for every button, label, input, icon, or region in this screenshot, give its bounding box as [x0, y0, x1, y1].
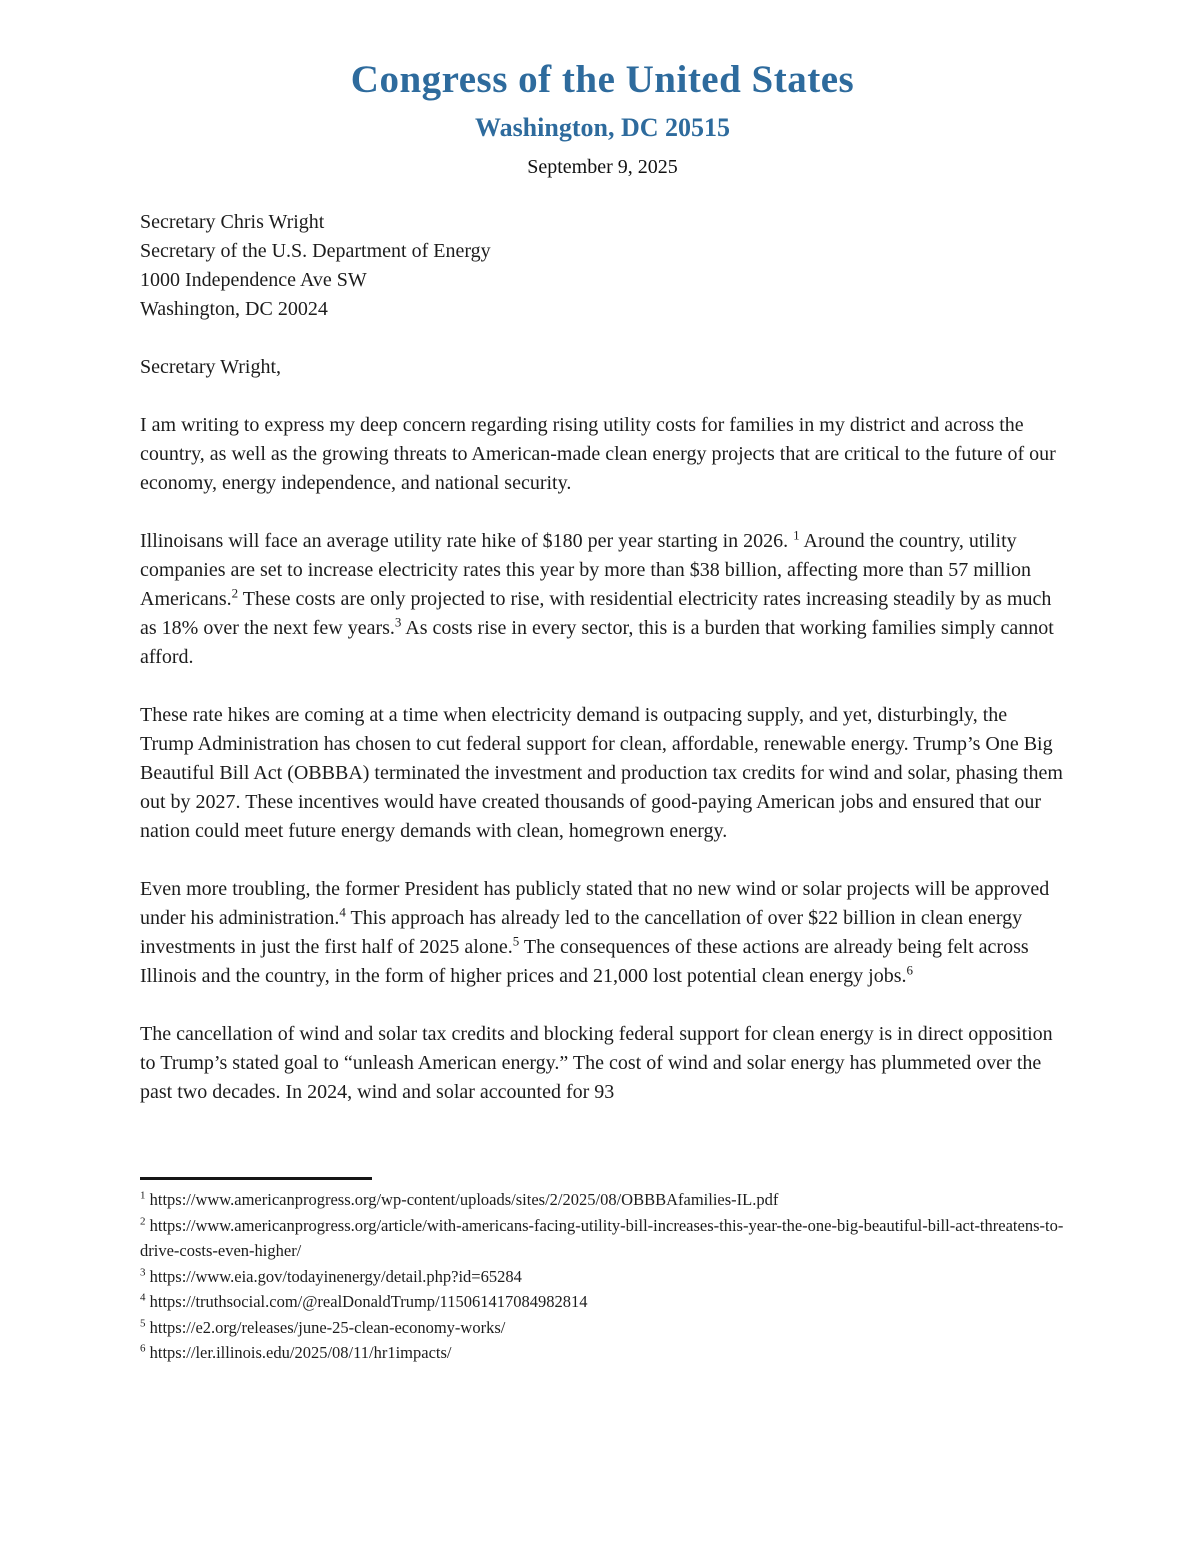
- footnote-number: 5: [140, 1317, 146, 1329]
- body-paragraph: The cancellation of wind and solar tax credits and blocking federal support for clean energy is in direct opposition to Trump’s stated goal to “unleash American energy.” The cost of wind and solar energy has plummeted over the past two decades. In 2024, wind and solar accounted for 93: [140, 1023, 1053, 1103]
- recipient-line: Secretary of the U.S. Department of Energy: [140, 240, 491, 262]
- footnote-url: https://www.americanprogress.org/wp-content/uploads/sites/2/2025/08/OBBBAfamilies-IL.pdf: [145, 1190, 779, 1209]
- body-paragraph: These rate hikes are coming at a time when electricity demand is outpacing supply, and yet, disturbingly, the Trump Administration has chosen to cut federal support for clean, affordable, renewable energy. Trump’s One Big Beautiful Bill Act (OBBBA) terminated the investment and production tax credits for wind and solar, phasing them out by 2027. These incentives would have created thousands of good-paying American jobs and ensured that our nation could meet future energy demands with clean, homegrown energy.: [140, 704, 1063, 842]
- footnote-reference: 3: [394, 614, 402, 630]
- body-paragraph: Illinoisans will face an average utility rate hike of $180 per year starting in 2026. $^1$ Around the country, utility companies are set to increase electricity rates this year by more than $38 billion, affecting more than 57 million Americans.$^2$ These costs are only projected to rise, with residential electricity rates increasing steadily by as much as 18% over the next few years.$^3$ As costs rise in every sector, this is a burden that working families simply cannot afford.: [140, 527, 1054, 668]
- letter-body: [140, 411, 1065, 1107]
- footnote-number: 3: [140, 1266, 146, 1278]
- letterhead-subtitle: Washington, DC 20515: [475, 113, 730, 142]
- body-paragraph: Even more troubling, the former President has publicly stated that no new wind or solar projects will be approved under his administration.$^4$ This approach has already led to the cancellation of over $22 billion in clean energy investments in just the first half of 2025 alone.$^5$ The consequences of these actions are already being felt across Illinois and the country, in the form of higher prices and 21,000 lost potential clean energy jobs.$^6$: [140, 878, 1050, 987]
- letterhead: [140, 56, 1065, 180]
- footnote-item: [140, 1213, 1065, 1264]
- recipient-line: 1000 Independence Ave SW: [140, 269, 367, 291]
- footnote-number: 1: [140, 1189, 146, 1202]
- footnote-number: 6: [140, 1342, 146, 1355]
- footnote-item: [140, 1289, 1065, 1315]
- footnote-url: https://e2.org/releases/june-25-clean-economy-works/: [145, 1317, 506, 1337]
- recipient-line: Secretary Chris Wright: [140, 211, 325, 233]
- footnote-item: [140, 1315, 1065, 1341]
- footnote-reference: 2: [231, 585, 239, 601]
- letter-date: September 9, 2025: [527, 156, 678, 178]
- footnote-item: [140, 1340, 1065, 1366]
- footnotes-section: [140, 1187, 1065, 1366]
- footnote-reference: 1: [793, 527, 800, 543]
- salutation: Secretary Wright,: [140, 356, 281, 378]
- footnote-item: [140, 1264, 1065, 1290]
- letterhead-title: Congress of the United States: [350, 58, 855, 101]
- footnote-reference: 5: [512, 933, 520, 949]
- footnote-url: https://truthsocial.com/@realDonaldTrump/115061417084982814: [145, 1292, 588, 1311]
- footnote-number: 2: [140, 1215, 146, 1227]
- recipient-line: Washington, DC 20024: [140, 298, 328, 320]
- footnote-reference: 6: [906, 962, 913, 978]
- footnote-item: [140, 1187, 1065, 1213]
- footnote-number: 4: [140, 1291, 146, 1304]
- footnote-url: https://www.eia.gov/todayinenergy/detail.php?id=65284: [145, 1266, 522, 1286]
- body-paragraph: I am writing to express my deep concern regarding rising utility costs for families in my district and across the country, as well as the growing threats to American-made clean energy projects that are critical to the future of our economy, energy independence, and national security.: [140, 414, 1056, 494]
- footnote-divider: [140, 1177, 372, 1180]
- recipient-address-block: [140, 208, 1065, 324]
- footnote-url: https://ler.illinois.edu/2025/08/11/hr1impacts/: [145, 1343, 452, 1362]
- footnote-url: https://www.americanprogress.org/article/with-americans-facing-utility-bill-increases-this-year-the-one-big-beautiful-bill-act-threatens-to-drive-costs-even-higher/: [140, 1215, 1064, 1260]
- footnote-reference: 4: [339, 904, 346, 920]
